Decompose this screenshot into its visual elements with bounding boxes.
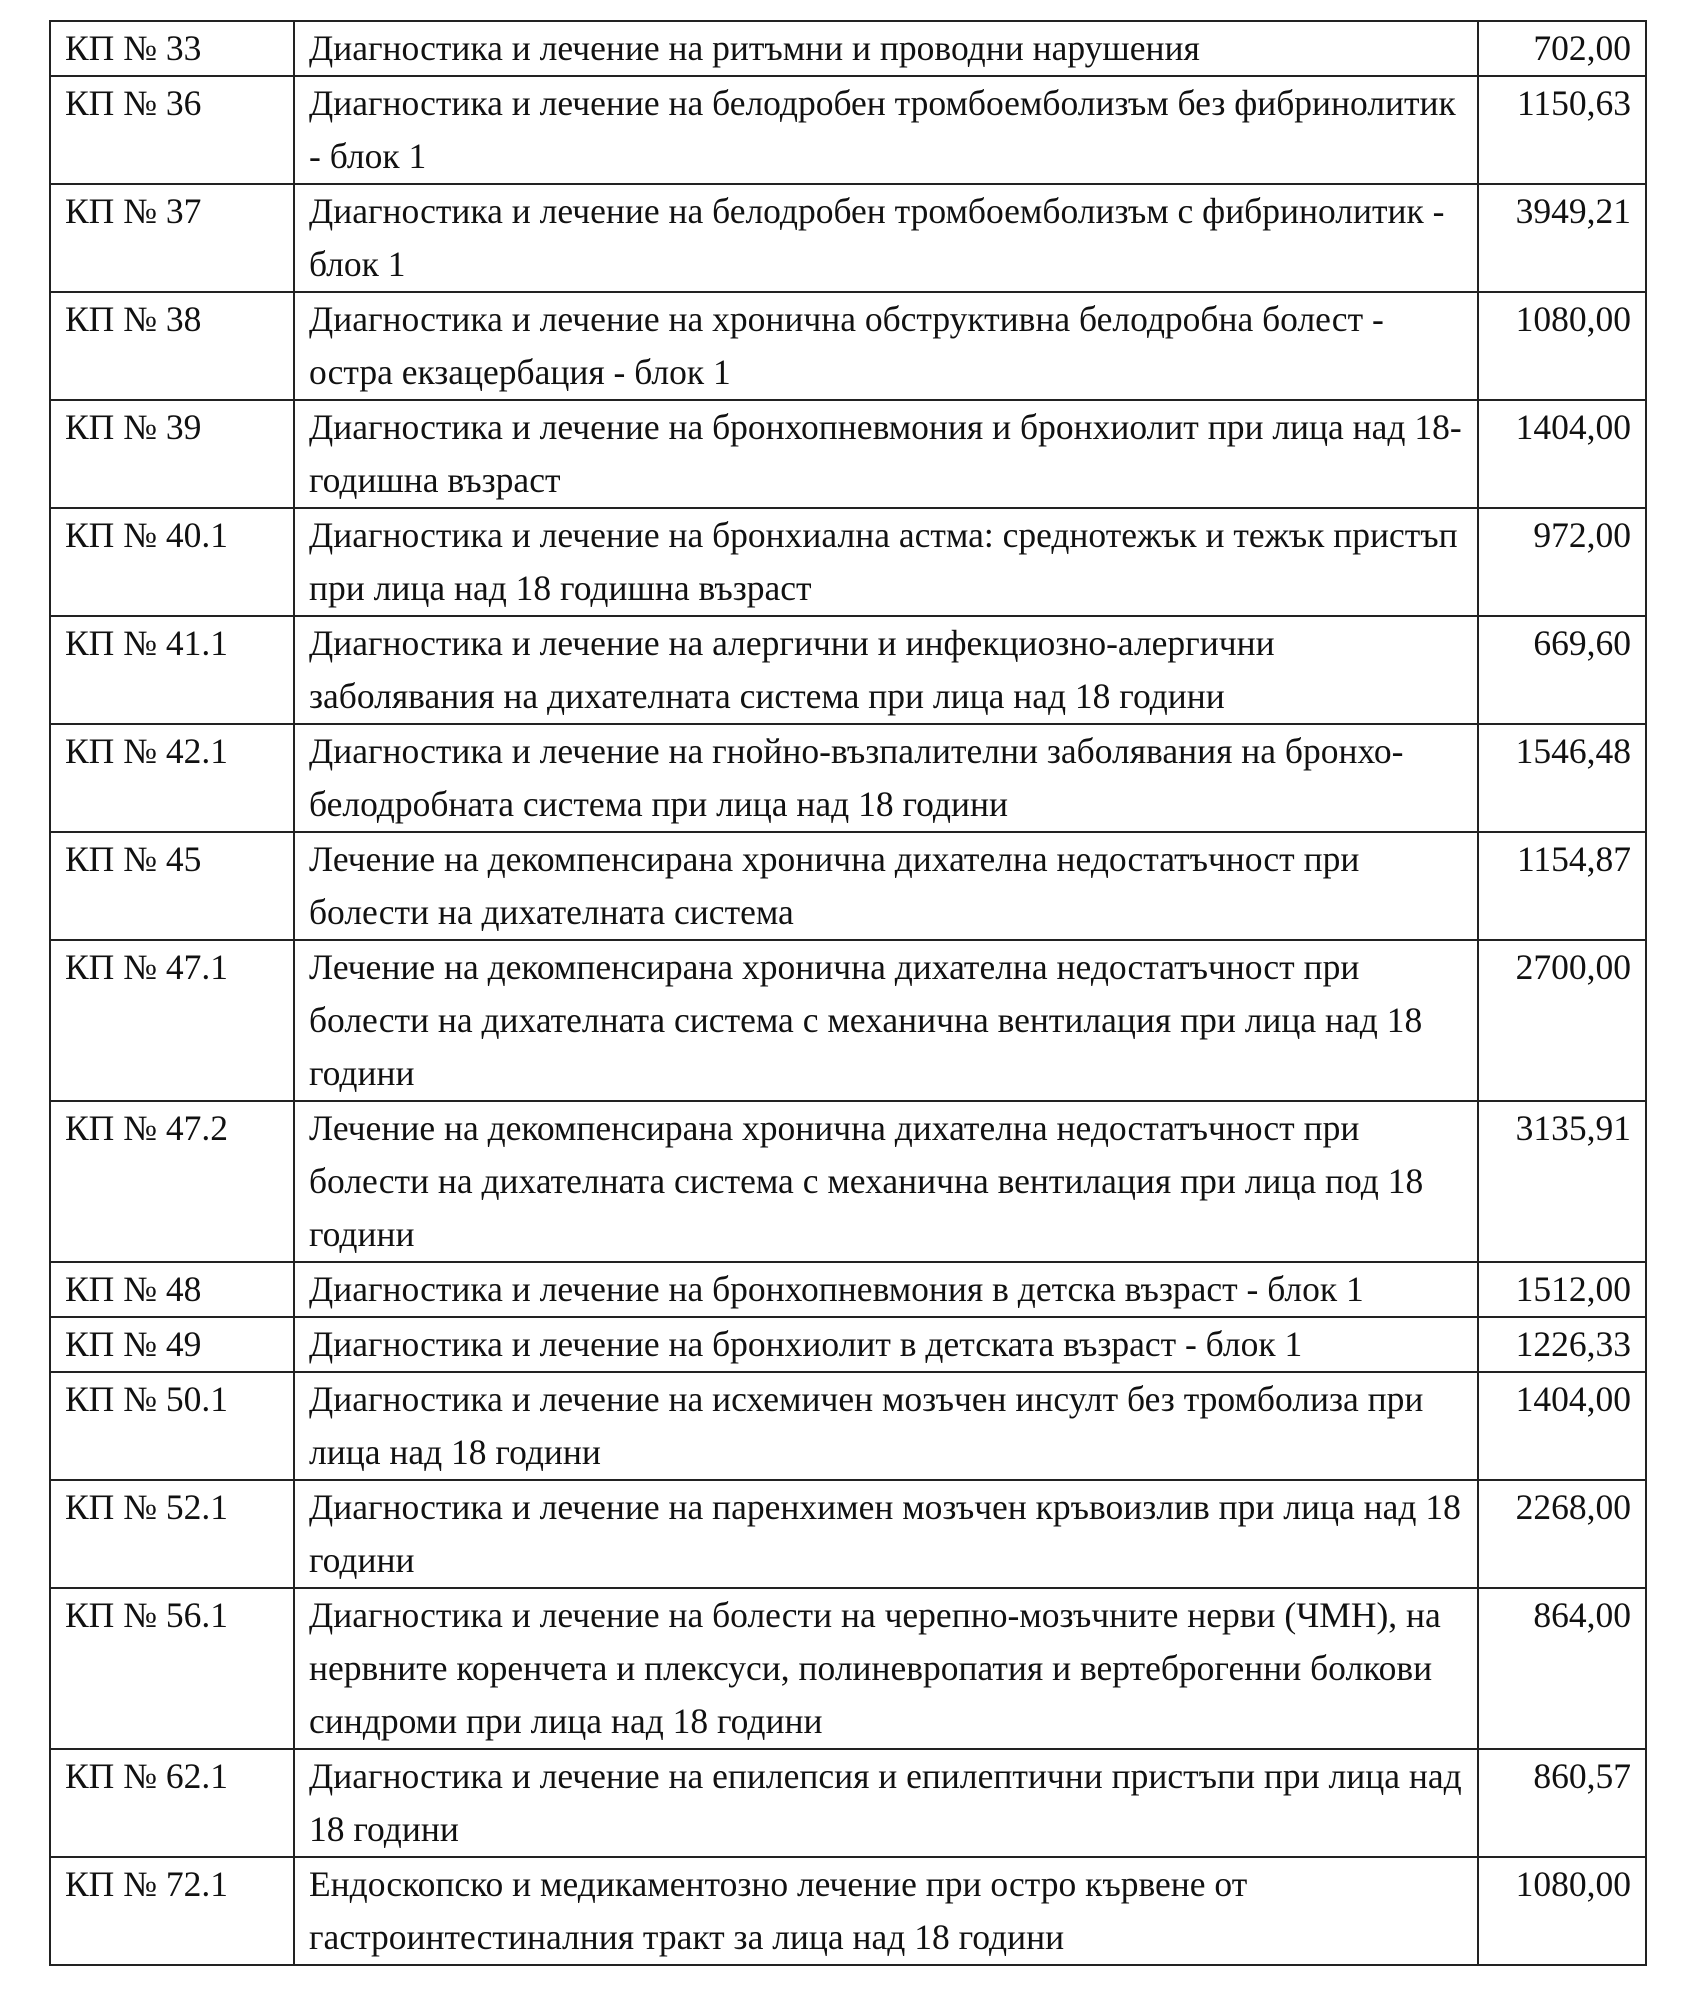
pathway-code-cell: КП № 33 bbox=[50, 21, 294, 76]
table-row bbox=[50, 400, 1646, 508]
table-row bbox=[50, 292, 1646, 400]
table-row bbox=[50, 616, 1646, 724]
pathway-code-cell: КП № 41.1 bbox=[50, 616, 294, 724]
pathway-code-cell: КП № 47.1 bbox=[50, 940, 294, 1101]
table-row bbox=[50, 184, 1646, 292]
pathway-price-cell: 1512,00 bbox=[1478, 1262, 1646, 1317]
pathway-name-cell: Диагностика и лечение на гнойно-възпалителни заболявания на бронхо-белодробната система при лица над 18 години bbox=[294, 724, 1478, 832]
table-body bbox=[50, 21, 1646, 1965]
pathway-code-cell: КП № 40.1 bbox=[50, 508, 294, 616]
pathway-name-cell: Ендоскопско и медикаментозно лечение при остро кървене от гастроинтестиналния тракт за лица над 18 години bbox=[294, 1857, 1478, 1965]
pathway-name-cell: Диагностика и лечение на болести на черепно-мозъчните нерви (ЧМН), на нервните коренчета и плексуси, полиневропатия и вертеброгенни болкови синдроми при лица над 18 години bbox=[294, 1588, 1478, 1749]
pathway-code-cell: КП № 42.1 bbox=[50, 724, 294, 832]
table-row bbox=[50, 1262, 1646, 1317]
pathway-code-cell: КП № 62.1 bbox=[50, 1749, 294, 1857]
pathway-code-cell: КП № 39 bbox=[50, 400, 294, 508]
table-row bbox=[50, 1588, 1646, 1749]
pathway-name-cell: Диагностика и лечение на бронхиална астма: среднотежък и тежък пристъп при лица над 18 годишна възраст bbox=[294, 508, 1478, 616]
pathway-price-cell: 702,00 bbox=[1478, 21, 1646, 76]
pathway-name-cell: Диагностика и лечение на белодробен тромбоемболизъм без фибринолитик - блок 1 bbox=[294, 76, 1478, 184]
pathway-name-cell: Диагностика и лечение на алергични и инфекциозно-алергични заболявания на дихателната система при лица над 18 години bbox=[294, 616, 1478, 724]
pathway-price-cell: 1154,87 bbox=[1478, 832, 1646, 940]
pathway-name-cell: Диагностика и лечение на паренхимен мозъчен кръвоизлив при лица над 18 години bbox=[294, 1480, 1478, 1588]
pathway-name-cell: Лечение на декомпенсирана хронична дихателна недостатъчност при болести на дихателната система с механична вентилация при лица под 18 години bbox=[294, 1101, 1478, 1262]
pathway-code-cell: КП № 36 bbox=[50, 76, 294, 184]
pathway-price-cell: 1226,33 bbox=[1478, 1317, 1646, 1372]
table-row bbox=[50, 1101, 1646, 1262]
table-row bbox=[50, 940, 1646, 1101]
pathway-code-cell: КП № 72.1 bbox=[50, 1857, 294, 1965]
pathway-price-cell: 1404,00 bbox=[1478, 400, 1646, 508]
pathway-price-cell: 2700,00 bbox=[1478, 940, 1646, 1101]
pathway-code-cell: КП № 52.1 bbox=[50, 1480, 294, 1588]
table-row bbox=[50, 1857, 1646, 1965]
pathway-price-cell: 1546,48 bbox=[1478, 724, 1646, 832]
table-row bbox=[50, 1749, 1646, 1857]
pathway-name-cell: Диагностика и лечение на исхемичен мозъчен инсулт без тромболиза при лица над 18 години bbox=[294, 1372, 1478, 1480]
pathway-price-cell: 3135,91 bbox=[1478, 1101, 1646, 1262]
table-row bbox=[50, 1317, 1646, 1372]
pathway-name-cell: Диагностика и лечение на бронхопневмония в детска възраст - блок 1 bbox=[294, 1262, 1478, 1317]
pathway-name-cell: Диагностика и лечение на хронична обструктивна белодробна болест - остра екзацербация - блок 1 bbox=[294, 292, 1478, 400]
table-row bbox=[50, 1372, 1646, 1480]
pathway-code-cell: КП № 38 bbox=[50, 292, 294, 400]
pathway-code-cell: КП № 48 bbox=[50, 1262, 294, 1317]
cut-off-text-line bbox=[49, 1984, 1645, 2000]
pathway-code-cell: КП № 56.1 bbox=[50, 1588, 294, 1749]
pathway-price-cell: 860,57 bbox=[1478, 1749, 1646, 1857]
table-row bbox=[50, 508, 1646, 616]
pathway-code-cell: КП № 45 bbox=[50, 832, 294, 940]
pathway-code-cell: КП № 37 bbox=[50, 184, 294, 292]
table-row bbox=[50, 1480, 1646, 1588]
pathway-price-cell: 1080,00 bbox=[1478, 1857, 1646, 1965]
pathway-price-cell: 1404,00 bbox=[1478, 1372, 1646, 1480]
pathway-name-cell: Лечение на декомпенсирана хронична дихателна недостатъчност при болести на дихателната система с механична вентилация при лица над 18 години bbox=[294, 940, 1478, 1101]
pathway-price-cell: 972,00 bbox=[1478, 508, 1646, 616]
pathway-price-cell: 864,00 bbox=[1478, 1588, 1646, 1749]
table-row bbox=[50, 21, 1646, 76]
pathway-name-cell: Диагностика и лечение на белодробен тромбоемболизъм с фибринолитик - блок 1 bbox=[294, 184, 1478, 292]
pathway-price-cell: 3949,21 bbox=[1478, 184, 1646, 292]
pathway-name-cell: Диагностика и лечение на ритъмни и проводни нарушения bbox=[294, 21, 1478, 76]
pathway-code-cell: КП № 50.1 bbox=[50, 1372, 294, 1480]
pathway-name-cell: Диагностика и лечение на бронхопневмония и бронхиолит при лица над 18-годишна възраст bbox=[294, 400, 1478, 508]
pathway-price-cell: 669,60 bbox=[1478, 616, 1646, 724]
table-row bbox=[50, 832, 1646, 940]
pathway-price-cell: 1150,63 bbox=[1478, 76, 1646, 184]
pathway-code-cell: КП № 49 bbox=[50, 1317, 294, 1372]
pathway-price-cell: 2268,00 bbox=[1478, 1480, 1646, 1588]
pathway-name-cell: Диагностика и лечение на епилепсия и епилептични пристъпи при лица над 18 години bbox=[294, 1749, 1478, 1857]
pathway-name-cell: Диагностика и лечение на бронхиолит в детската възраст - блок 1 bbox=[294, 1317, 1478, 1372]
pathway-code-cell: КП № 47.2 bbox=[50, 1101, 294, 1262]
pathway-name-cell: Лечение на декомпенсирана хронична дихателна недостатъчност при болести на дихателната система bbox=[294, 832, 1478, 940]
clinical-pathways-price-table bbox=[49, 20, 1647, 1966]
table-row bbox=[50, 76, 1646, 184]
table-row bbox=[50, 724, 1646, 832]
pathway-price-cell: 1080,00 bbox=[1478, 292, 1646, 400]
